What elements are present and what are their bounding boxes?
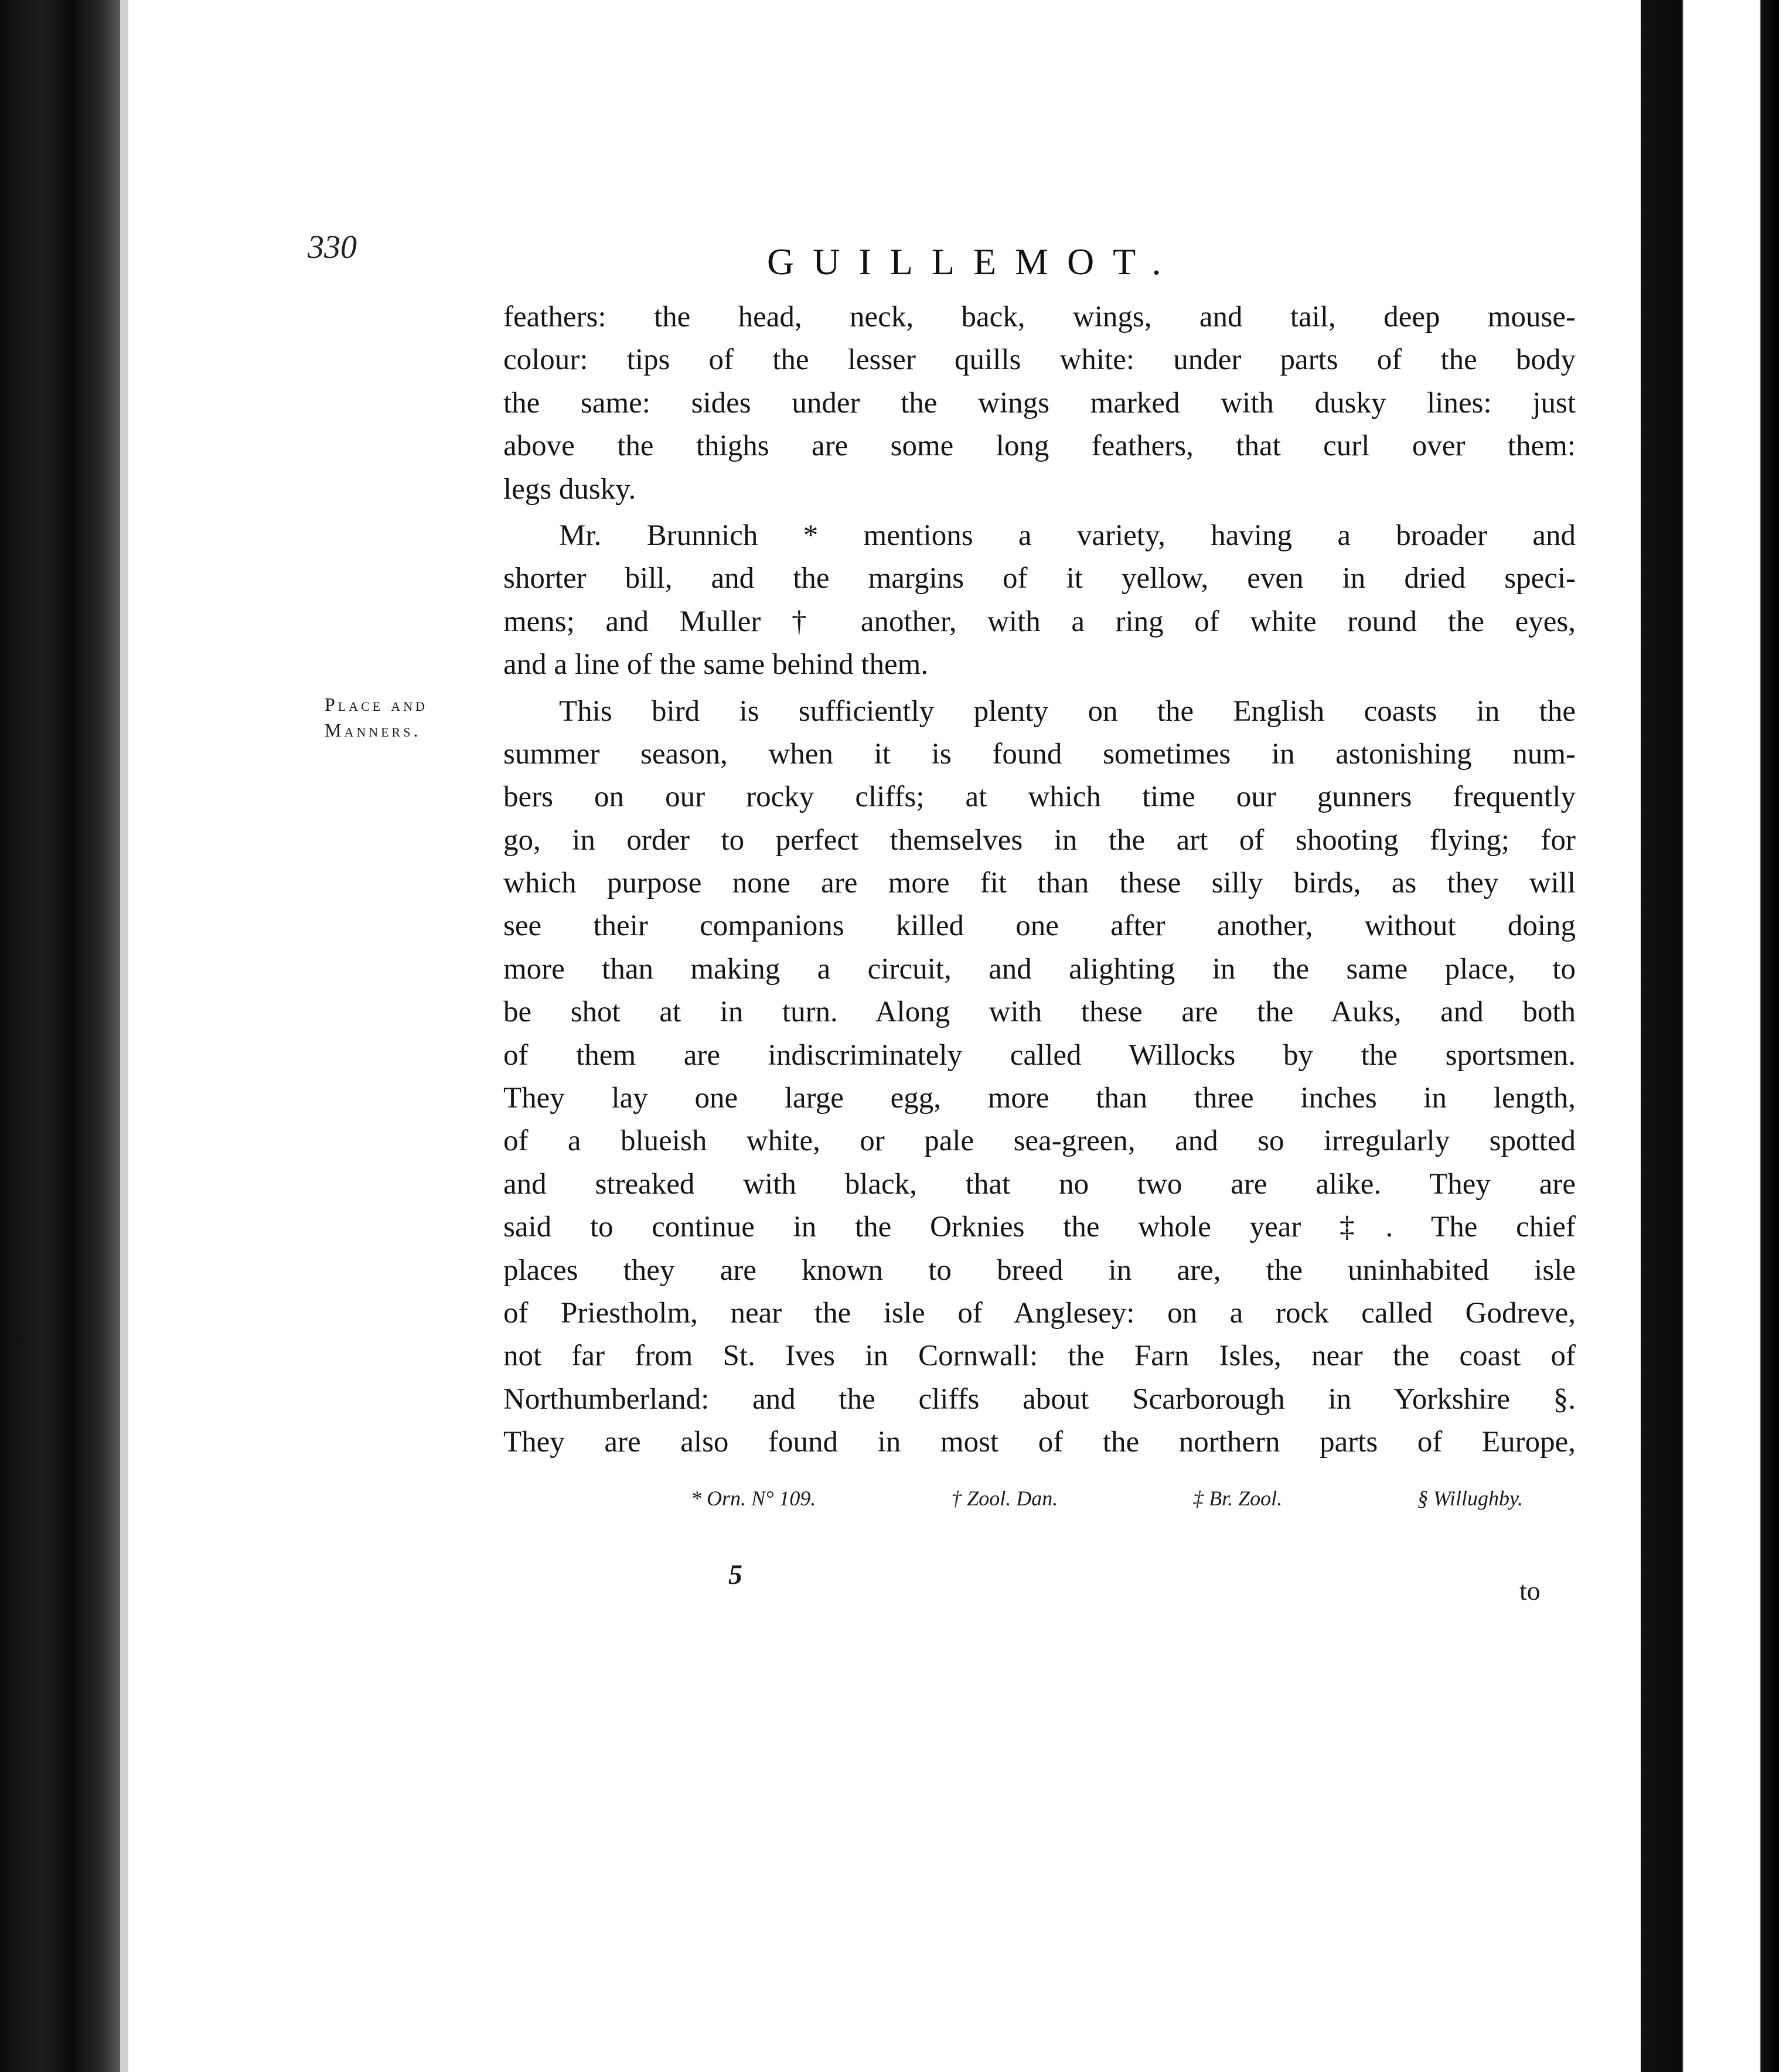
footnote: † Zool. Dan.	[951, 1487, 1058, 1510]
catchword: to	[1519, 1576, 1541, 1606]
text-line: places they are known to breed in are, the uninhabited isle	[503, 1253, 1576, 1287]
text-line: which purpose none are more fit than these silly birds, as they will	[503, 867, 1576, 900]
book-page	[128, 0, 1641, 2072]
footnote: § Willughby.	[1417, 1487, 1523, 1510]
text-line: Northumberland: and the cliffs about Scarborough in Yorkshire §.	[503, 1382, 1576, 1416]
text-line: They are also found in most of the northern parts of Europe,	[503, 1426, 1576, 1459]
binding-edge-left	[0, 0, 120, 2072]
text-line: feathers: the head, neck, back, wings, and tail, deep mouse-	[503, 301, 1576, 333]
text-line: and a line of the same behind them.	[503, 648, 929, 681]
signature-mark: 5	[728, 1559, 742, 1590]
text-line: summer season, when it is found sometimes in astonishing num-	[503, 737, 1576, 771]
text-line: of Priestholm, near the isle of Anglesey: on a rock called Godreve,	[503, 1296, 1576, 1330]
text-line: of them are indiscriminately called Willocks by the sportsmen.	[503, 1038, 1576, 1072]
text-line: see their companions killed one after another, without doing	[503, 909, 1576, 943]
text-line: colour: tips of the lesser quills white: under parts of the body	[503, 343, 1576, 377]
text-line: and streaked with black, that no two are alike. They are	[503, 1167, 1576, 1201]
text-line: Mr. Brunnich * mentions a variety, having a broader and	[559, 519, 1576, 552]
text-line: legs dusky.	[503, 472, 636, 506]
text-line: go, in order to perfect themselves in the art of shooting flying; for	[503, 823, 1576, 857]
text-line: shorter bill, and the margins of it yellow, even in dried speci-	[503, 562, 1576, 595]
binding-edge-right	[1641, 0, 1779, 2072]
margin-note-line: Place and	[325, 694, 428, 715]
text-line: bers on our rocky cliffs; at which time our gunners frequently	[503, 781, 1576, 814]
text-line: the same: sides under the wings marked with dusky lines: just	[503, 386, 1576, 420]
body-text	[503, 296, 1576, 1464]
page-number: 330	[308, 229, 357, 265]
text-line: of a blueish white, or pale sea-green, and so irregularly spotted	[503, 1124, 1576, 1158]
text-line: They lay one large egg, more than three inches in length,	[503, 1082, 1576, 1115]
footnote: * Orn. N° 109.	[691, 1487, 816, 1510]
margin-note	[325, 691, 428, 743]
running-title: GUILLEMOT.	[767, 241, 1180, 282]
text-line: mens; and Muller † another, with a ring of white round the eyes,	[503, 605, 1576, 638]
text-line: This bird is sufficiently plenty on the English coasts in the	[559, 694, 1576, 728]
footnotes	[691, 1486, 1523, 1511]
footnote: ‡ Br. Zool.	[1193, 1487, 1283, 1510]
text-line: above the thighs are some long feathers, that curl over them:	[503, 430, 1576, 463]
page-edge-left	[120, 0, 128, 2072]
text-line: more than making a circuit, and alighting in the same place, to	[503, 952, 1576, 986]
text-line: said to continue in the Orknies the whole year ‡. The chief	[503, 1211, 1576, 1244]
text-line: be shot at in turn. Along with these are the Auks, and both	[503, 996, 1576, 1029]
text-line: not far from St. Ives in Cornwall: the Farn Isles, near the coast of	[503, 1340, 1576, 1373]
margin-note-line: Manners.	[325, 720, 421, 741]
